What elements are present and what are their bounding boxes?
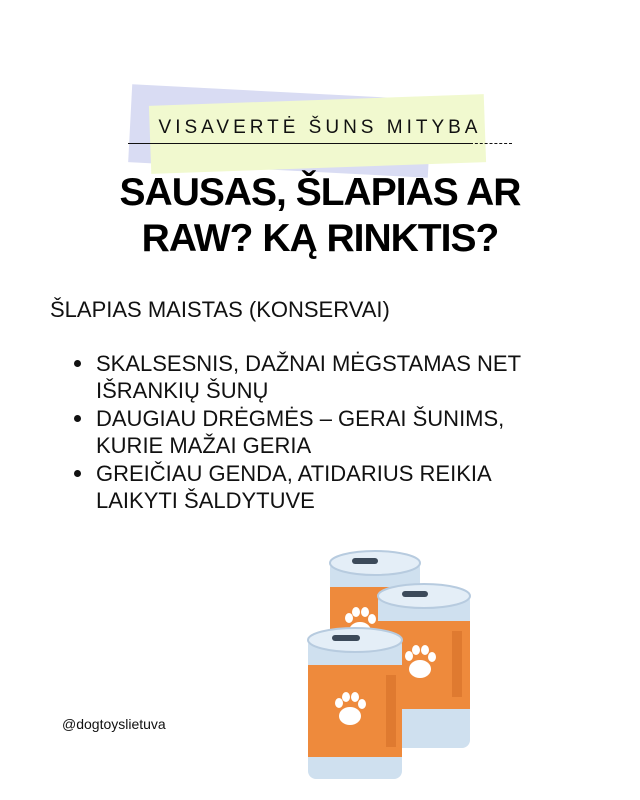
bullet-line: SKALSESNIS, DAŽNAI MĖGSTAMAS NET <box>96 351 522 376</box>
list-item <box>72 350 592 404</box>
list-item <box>72 405 592 459</box>
list-item <box>72 460 592 514</box>
bullet-icon <box>74 415 81 422</box>
bullet-line: DAUGIAU DRĖGMĖS – GERAI ŠUNIMS, <box>96 406 505 431</box>
kicker-dash <box>470 143 512 144</box>
can-front <box>308 628 402 779</box>
section-heading: ŠLAPIAS MAISTAS (KONSERVAI) <box>50 297 390 322</box>
page-title <box>0 170 640 262</box>
bullet-icon <box>74 470 81 477</box>
bullet-line: LAIKYTI ŠALDYTUVE <box>96 488 315 513</box>
bullet-line: GREIČIAU GENDA, ATIDARIUS REIKIA <box>96 461 492 486</box>
title-line-1: SAUSAS, ŠLAPIAS AR <box>119 171 521 214</box>
bullet-icon <box>74 360 81 367</box>
kicker-underline <box>128 143 470 144</box>
dog-food-cans-icon <box>300 545 490 785</box>
bullet-line: IŠRANKIŲ ŠUNŲ <box>96 378 269 403</box>
title-line-2: RAW? KĄ RINKTIS? <box>141 217 499 260</box>
bullet-line: KURIE MAŽAI GERIA <box>96 433 312 458</box>
kicker-text: VISAVERTĖ ŠUNS MITYBA <box>158 117 482 138</box>
bullet-list <box>72 350 592 515</box>
social-handle: @dogtoyslietuva <box>62 716 166 732</box>
